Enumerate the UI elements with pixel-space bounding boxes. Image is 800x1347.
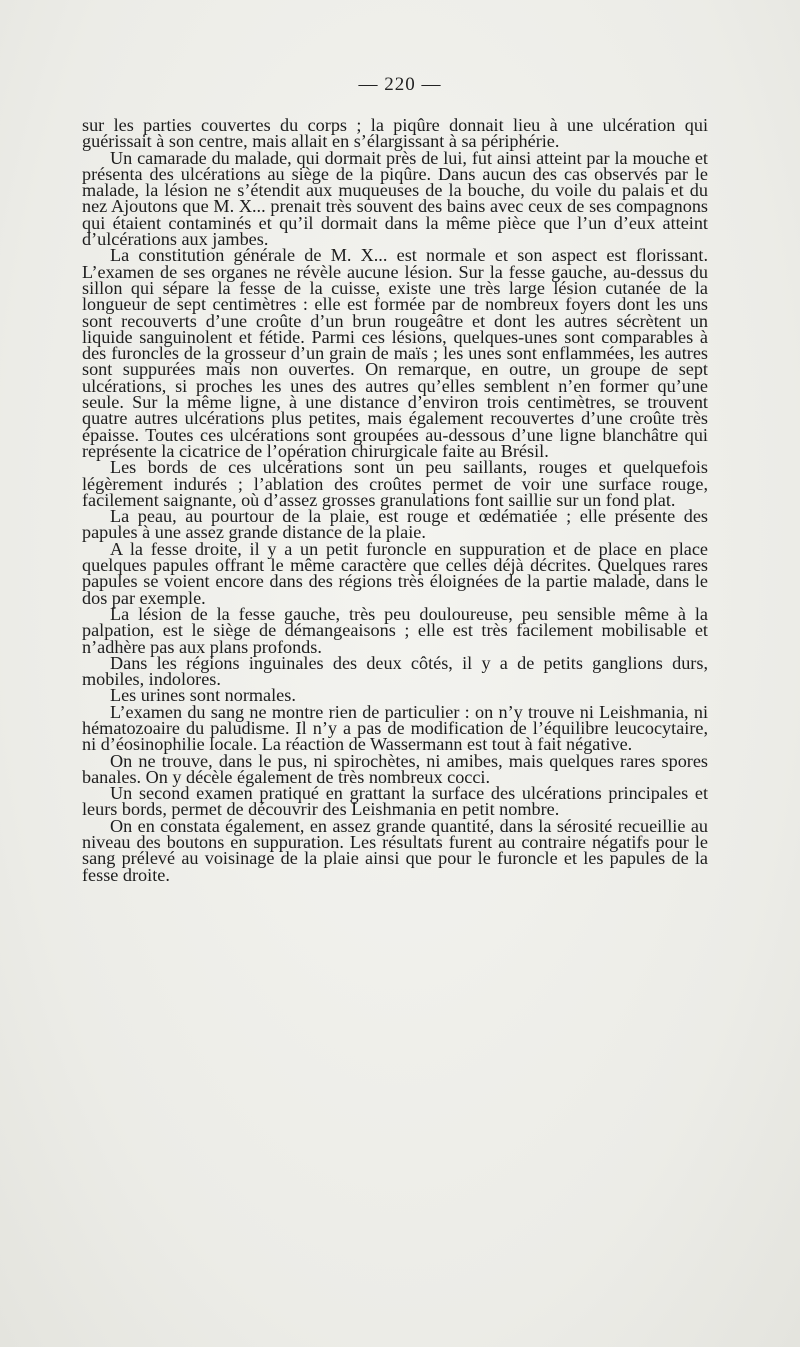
paragraph-1: sur les parties couvertes du corps ; la piqûre donnait lieu à une ulcération qui guérissait à son centre, mais allait en s’élargissant à sa périphérie. — [82, 115, 708, 152]
paragraph-11: On ne trouve, dans le pus, ni spirochètes, ni amibes, mais quelques rares spores banales. On y décèle également de très nombreux cocci. — [82, 750, 708, 787]
paragraph-7: La lésion de la fesse gauche, très peu douloureuse, peu sensible même à la palpation, est le siège de démangeaisons ; elle est très facilement mobilisable et n’adhère pas aux plans profonds. — [82, 603, 708, 657]
paragraph-3: La constitution générale de M. X... est normale et son aspect est florissant. L’examen de ses organes ne révèle aucune lésion. Sur la fesse gauche, au-dessus du sillon qui sépare la fesse de la cuisse, existe une très large lésion cutanée de la longueur de sept centimètres : elle est formée par de nombreux foyers dont les uns sont recouverts d’une croûte d’un brun rougeâtre et dont les autres sécrètent un liquide sanguinolent et fétide. Parmi ces lésions, quelques-unes sont comparables à des furoncles de la grosseur d’un grain de maïs ; les unes sont enflammées, les autres sont suppurées mais non ouvertes. On remarque, en outre, un groupe de sept ulcérations, si proches les unes des autres qu’elles semblent n’en former qu’une seule. Sur la même ligne, à une distance d’environ trois centimètres, se trouvent quatre autres ulcérations plus petites, mais également recouvertes d’une croûte très épaisse. Toutes ces ulcérations sont groupées au-dessous d’une ligne blanchâtre qui représente la cicatrice de l’opération chirurgicale faite au Brésil. — [82, 245, 708, 461]
body-text — [82, 117, 708, 883]
paragraph-10: L’examen du sang ne montre rien de particulier : on n’y trouve ni Leishmania, ni hématozoaire du paludisme. Il n’y a pas de modification de l’équilibre leucocytaire, ni d’éosinophilie locale. La réaction de Wassermann est tout à fait négative. — [82, 701, 708, 755]
paragraph-13: On en constata également, en assez grande quantité, dans la sérosité recueillie au niveau des boutons en suppuration. Les résultats furent au contraire négatifs pour le sang prélevé au voisinage de la plaie ainsi que pour le furoncle et les papules de la fesse droite. — [82, 815, 708, 885]
paragraph-12: Un second examen pratiqué en grattant la surface des ulcérations principales et leurs bords, permet de découvrir des Leishmania en petit nombre. — [82, 783, 708, 820]
page-number: — 220 — — [358, 74, 442, 95]
paragraph-2: Un camarade du malade, qui dormait près de lui, fut ainsi atteint par la mouche et présenta des ulcérations au siège de la piqûre. Dans aucun des cas observés par le malade, la lésion ne s’étendit aux muqueuses de la bouche, du voile du palais et du nez Ajoutons que M. X... prenait très souvent des bains avec ceux de ses compagnons qui étaient contaminés et qu’il dormait dans la même pièce que l’un d’eux atteint d’ulcérations aux jambes. — [82, 147, 708, 250]
paragraph-4: Les bords de ces ulcérations sont un peu saillants, rouges et quelquefois légèrement indurés ; l’ablation des croûtes permet de voir une surface rouge, facilement saignante, où d’assez grosses granulations font saillie sur un fond plat. — [82, 457, 708, 510]
paragraph-9: Les urines sont normales. — [110, 685, 296, 706]
paragraph-5: La peau, au pourtour de la plaie, est rouge et œdématiée ; elle présente des papules à une assez grande distance de la plaie. — [82, 506, 708, 543]
paragraph-8: Dans les régions inguinales des deux côtés, il y a de petits ganglions durs, mobiles, indolores. — [82, 652, 708, 690]
paragraph-6: A la fesse droite, il y a un petit furoncle en suppuration et de place en place quelques papules offrant le même caractère que celles déjà décrites. Quelques rares papules se voient encore dans des régions très éloignées de la partie malade, dans le dos par exemple. — [82, 538, 708, 608]
